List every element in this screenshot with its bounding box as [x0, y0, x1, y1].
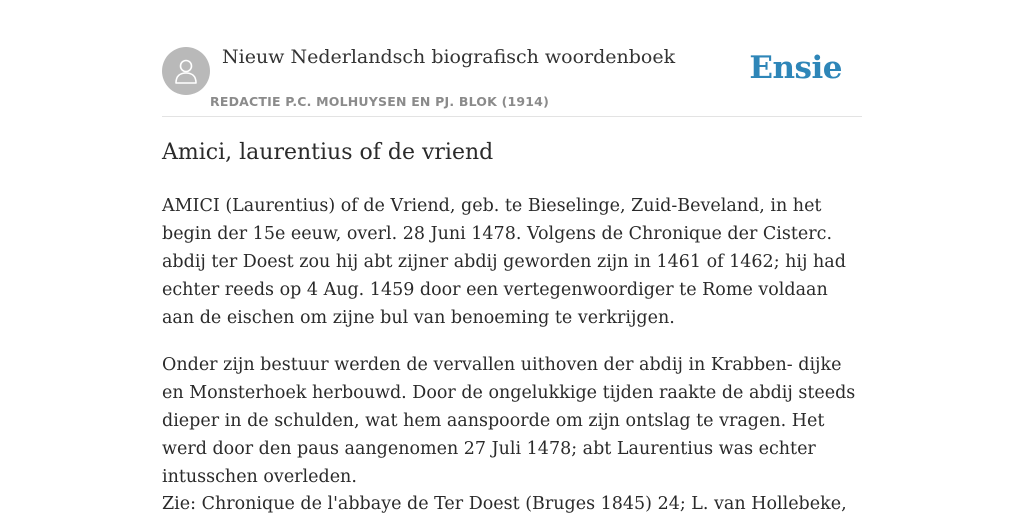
source-header: [162, 0, 862, 117]
article-title: Amici, laurentius of de vriend: [162, 140, 494, 165]
article-paragraph-1: AMICI (Laurentius) of de Vriend, geb. te Bieselinge, Zuid-Beveland, in het begin der 15e eeuw, overl. 28 Juni 1478. Volgens de Chronique der Cisterc. abdij ter Doest zou hij abt zijner abdij geworden zijn in 1461 of 1462; hij had echter reeds op 4 Aug. 1459 door een vertegenwoordiger te Rome voldaan aan de eischen om zijne bul van benoeming te verkrijgen.: [162, 196, 846, 328]
ensie-logo-link[interactable]: Ensie: [749, 50, 842, 86]
source-title[interactable]: Nieuw Nederlandsch biografisch woordenboek: [222, 46, 676, 68]
article-paragraph-3: Zie: Chronique de l'abbaye de Ter Doest (Bruges 1845) 24; L. van Hollebeke,: [162, 494, 847, 514]
page-container: [162, 0, 862, 512]
source-editors: REDACTIE P.C. MOLHUYSEN EN PJ. BLOK (1914): [210, 94, 549, 109]
article-paragraph-2: Onder zijn bestuur werden de vervallen uithoven der abdij in Krabben- dijke en Monsterhoek herbouwd. Door de ongelukkige tijden raakte de abdij steeds dieper in de schulden, wat hem aanspoorde om zijn ontslag te vragen. Het werd door den paus aangenomen 27 Juli 1478; abt Laurentius was echter intusschen overleden.: [162, 355, 856, 487]
person-avatar-icon: [162, 47, 210, 95]
person-silhouette-icon: [171, 56, 201, 86]
